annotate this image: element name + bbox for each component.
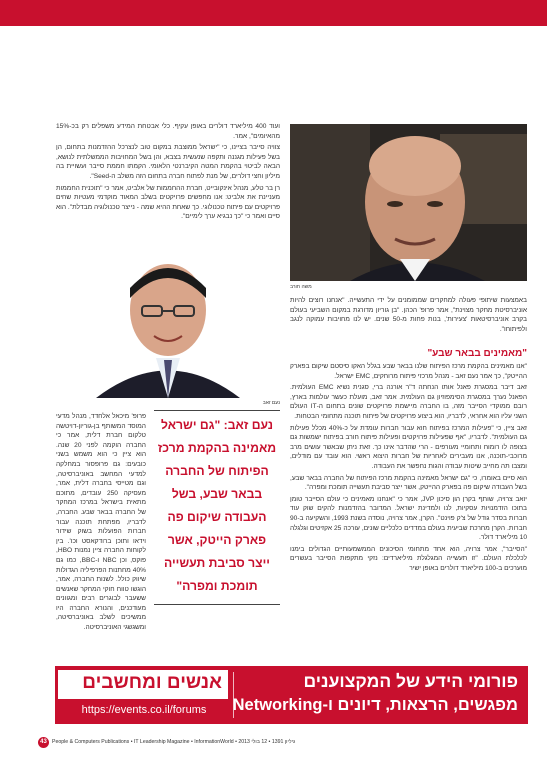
banner-title: פורומי הידע של המקצוענים [303, 671, 518, 691]
right-column-text [290, 362, 527, 575]
sidebar-paragraph: פרופ' מיכאל אלחדד, מנהל מדעי המוסד המשותף בן-גוריון-דויטשה טלקום חברת דלית, אמר כי החברה הוקמה לפני 20 שנה. הוא ציין כי הוא משמש בשני כובעים: גם פרופסור במחלקה למדעי המחשב באוניברסיטה, וגם מטייסי בחברה דלית, אמר, מעסיקה 250 עובדים, מתוכם מתאית בישראל במרכז המחקר של החברה בבאר שבע. החברה, לדבריו, מפתחת תוכנה עבור חברות הפועלות בשוק שידור וידאו ותוכן ברודקאסט וכו'. בין לקוחות החברה ציין נמנות HBO, פוקס, וכן NBC ו-BBC, כמו גם 40% מחתנות הפרפיליה הגדולות שיווק כולל. לשנות החברה, אמר, הוגשו טווח חוקי המחקר שאנשים ששעבר לבוגרים רבים ומגוונים מעודכנים, והנורא החברה היו ממשיכים לשלב באוניברסיטה, ומשגשגי האוניברסיטה. [56, 413, 146, 632]
right-paragraph-4: הוא סיים באומרו, כי "גם ישראל מאמינה בהקמת מרכז הפיתוח של החברה בבאר שבע, בשל העבודה שיקום פה בפארק ההייטק, אשר ייצר סביבת תעשייה תומכת ומפרה". [290, 474, 527, 492]
banner-url-link[interactable]: https://events.co.il/forums [81, 704, 207, 716]
photo-noam-zeev [56, 248, 280, 398]
pullquote-line: תומכת ומפרה" [176, 579, 258, 593]
banner-logo: אנשים ומחשבים [82, 672, 222, 693]
pullquote-line: ייצר סביבת תעשייה [164, 556, 270, 570]
banner-logo-box [58, 670, 228, 699]
right-paragraph-3: זאב ציין, כי "פעילות המרכז בפיתוח חוא עבור חברות עומדת על כ-40% מכלל פעילות גם העולמית". לדבריו, "אף שפעילות פרויקטים ופעילות פיתוח חורב בפיתוח ישמשות גם בצופה לו רומוח ותחומיי מעורפים - הרי שהדבר אינו כך. זאת ניתן שבאשר עושים מרב מרוכבי-תוכנה, אנו מעבירים לאחריות של חברות היצוא ראשי. הוא עובד עם מודלים, ומצבו תה מחייב שיטות עבודה והגות נחפשר את העבודה. [290, 424, 527, 470]
left-paragraph-2: צוויה סייבר בציינו, כי "ישראל ממוצבת במקום טוב לנצרכל ההזדמנות בתחום, הן בשל פעילות מגננה ותקפה שנעשית בצבא, והן בשל המחויבות הממשלתית לנושא, הבאה לביטוי בהקמת המטה הקיברנטי הלאומי. הקמתו חממת סייבר ועשויית בה מיליון וחצי דולרים, של מנת לפתוח חברה בתחום הזה משלב ה-Seed". [56, 144, 280, 180]
pullquote-line: נעם זאב: "גם ישראל [160, 418, 274, 432]
pullquote [154, 414, 280, 598]
top-color-bar [0, 0, 547, 26]
banner-subtitle: מפגשים, הרצאות, דיונים ו-Networking [232, 696, 518, 714]
pullquote-rule-bottom [154, 604, 280, 605]
page-footer [38, 737, 508, 749]
photo-moshe-horev [290, 124, 527, 281]
right-paragraph-1: "אנו מאמינים בהקמת מרכז הפיתוח שלנו בבאר שבע בגלל האקו סיסטם שיקום בפארק ההייטק", כך אמר נעם זאב - מנהל מרכזי פיתוח מרוחקים, EMC ישראל. [290, 363, 527, 380]
photo-right-caption: משה חורב [290, 284, 312, 290]
left-column-text [56, 122, 280, 224]
pullquote-line: פארק הייטק, אשר [167, 533, 267, 547]
right-intro-text: באמצעות שיתופי פעולה למחקרים שממומנים על ידי התעשייה. "אנחנו רוצים להיות אוניברסיטת מחקר מצוינת", אמר פרופ' הכהן. "בן גוריון מדורגת במקום השביעי בעולם בקרב אוניברסיטאות 'צעירות', בנות פחות מ-50 שנים. יש לנו מחויבות עמוקה לנגב ולפיתוחו". [290, 297, 527, 333]
left-paragraph-3: רן בר טלע, מנהל אינקובייט, חברת ההחממות של אלביט, אמר כי "תוכנית החממות מעניינת את אלביט: אנו מחפשים פרויקטים בשלב המאוד מוקדמי מעטיות שחים פרויקטים עם פיתוח טכנולוגי. כך שאחת ההיא שמה - נייצר טכנולוגיה מבדלת". הוא סיים ואמר כי "כך נבגיא ערך לימיים". [56, 184, 280, 221]
pullquote-line: העבודה שיקום פה [167, 510, 267, 524]
portrait-image [290, 124, 527, 281]
footer-publication-info: People & Computers Publications • IT Leadership Magazine • InformationWorld • 2013 גיליון 1391 • 12 בולי [52, 739, 296, 745]
pullquote-line: מאמינה בהקמת מרכז [157, 441, 277, 455]
events-banner[interactable] [55, 666, 528, 724]
pullquote-rule-top [154, 410, 280, 411]
pullquote-line: הפיתוח של החברה [165, 464, 269, 478]
right-paragraph-5: יואב צרויה, שותף בקרן הון סיכון JVP, אמר כי "אנחנו מאמינים כי עולם הסייבר טומן בתוכו הזדמנויות עסקיות, לנו ולמדינת ישראל. המדובר בהזדמנות להקים שוק עוד חברות בסדר גודל של צ'ק פוינט". הקרן, אמר צרויה, נוסדה בשנת 1993, והשקיעה ב-90 חברות. הקרן מחרכת שביעית בעולם במדדים כלכליים שונים, עורכה 25 אקזיטים וגלגלה 10 מיליארד דולר. [290, 495, 528, 542]
photo-left-caption: נעם זאב [262, 400, 280, 406]
right-paragraph-2: זאב דיבר במסגרת פאנל אותו הנחתה ד"ר אורנה ברי, סגנית נשיא EMC העולמית. הפאנל נערך במסגרת הסימפוזיון גם העולמית. אמר זאב, מועלת כעשר עולמות בארץ, רובם ממוקדי הסייבר מזה, בו החברה מיישמת פרויקטים שונים בתחום ה-IT העולם השני עליו הוא אחראי, לדבריו, הוא ביצוע פרויקטים של פיתוח תוכנה מתחומי הבטחות. [290, 384, 527, 420]
portrait-image [56, 248, 280, 398]
right-paragraph-6: "הסייבר", אמר צרויה, הוא אחד מתחומי הסיכונים הממשמעותיים הגדולים בימנו לכלכלת העולם. "זו תעשייה המגלגלת מיליארדים: נזקי מתקפות הסייבר בעשרים מוערכים ב-100 מיליארד דולרים באופן ישיר [290, 545, 527, 572]
pullquote-line: בבאר שבע, בשל [171, 487, 263, 501]
page-number: 43 [38, 737, 49, 748]
left-paragraph-1: ועוד 400 מיליארד דולרים באופן עקיף. כלי אבטחת המידע משפלים רק בכ-15% מהאיומים", אמר. [56, 123, 281, 140]
section-heading: "מאמינים בבאר שבע" [427, 348, 527, 359]
